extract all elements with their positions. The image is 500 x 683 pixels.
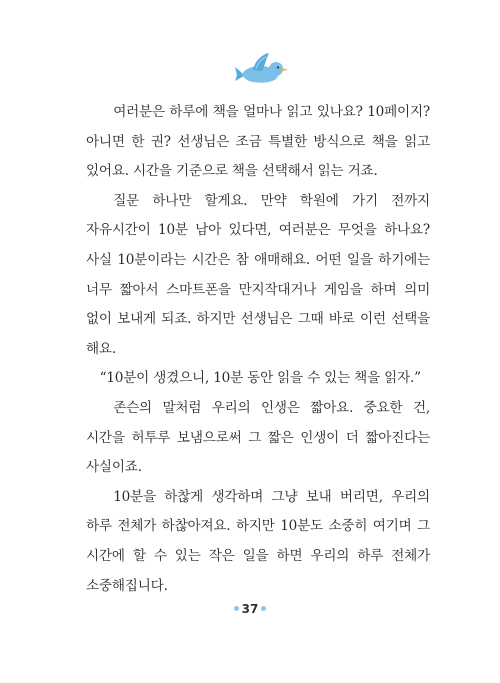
body-text: [86, 98, 430, 601]
paragraph: 존슨의 말처럼 우리의 인생은 짧아요. 중요한 건, 시간을 허투루 보냄으로써 그 짧은 인생이 더 짧아진다는 사실이죠.: [86, 399, 430, 476]
quote-paragraph: “10분이 생겼으니, 10분 동안 읽을 수 있는 책을 읽자.”: [99, 370, 421, 387]
page-number: [0, 602, 500, 616]
paragraph: 질문 하나만 할게요. 만약 학원에 가기 전까지 자유시간이 10분 남아 있다면, 여러분은 무엇을 하나요? 사실 10분이라는 시간은 참 애매해요. 어떤 일을 하기에는 너무 짧아서 스마트폰을 만지작대거나 게임을 하며 의미 없이 보내게 되죠. 하지만 선생님은 그때 바로 이런 선택을 해요.: [86, 192, 430, 357]
paragraph: 여러분은 하루에 책을 얼마나 읽고 있나요? 10페이지? 아니면 한 권? 선생님은 조금 특별한 방식으로 책을 읽고 있어요. 시간을 기준으로 책을 선택해서 읽는 거죠.: [86, 104, 430, 180]
page-number-text: 37: [241, 602, 259, 616]
dot-right-icon: [261, 606, 266, 611]
paragraph: 10분을 하찮게 생각하며 그냥 보내 버리면, 우리의 하루 전체가 하찮아져요. 하지만 10분도 소중히 여기며 그 시간에 할 수 있는 작은 일을 하면 우리의 하루 전체가 소중해집니다.: [86, 488, 430, 594]
bird-icon: [235, 52, 289, 86]
dot-left-icon: [234, 606, 239, 611]
